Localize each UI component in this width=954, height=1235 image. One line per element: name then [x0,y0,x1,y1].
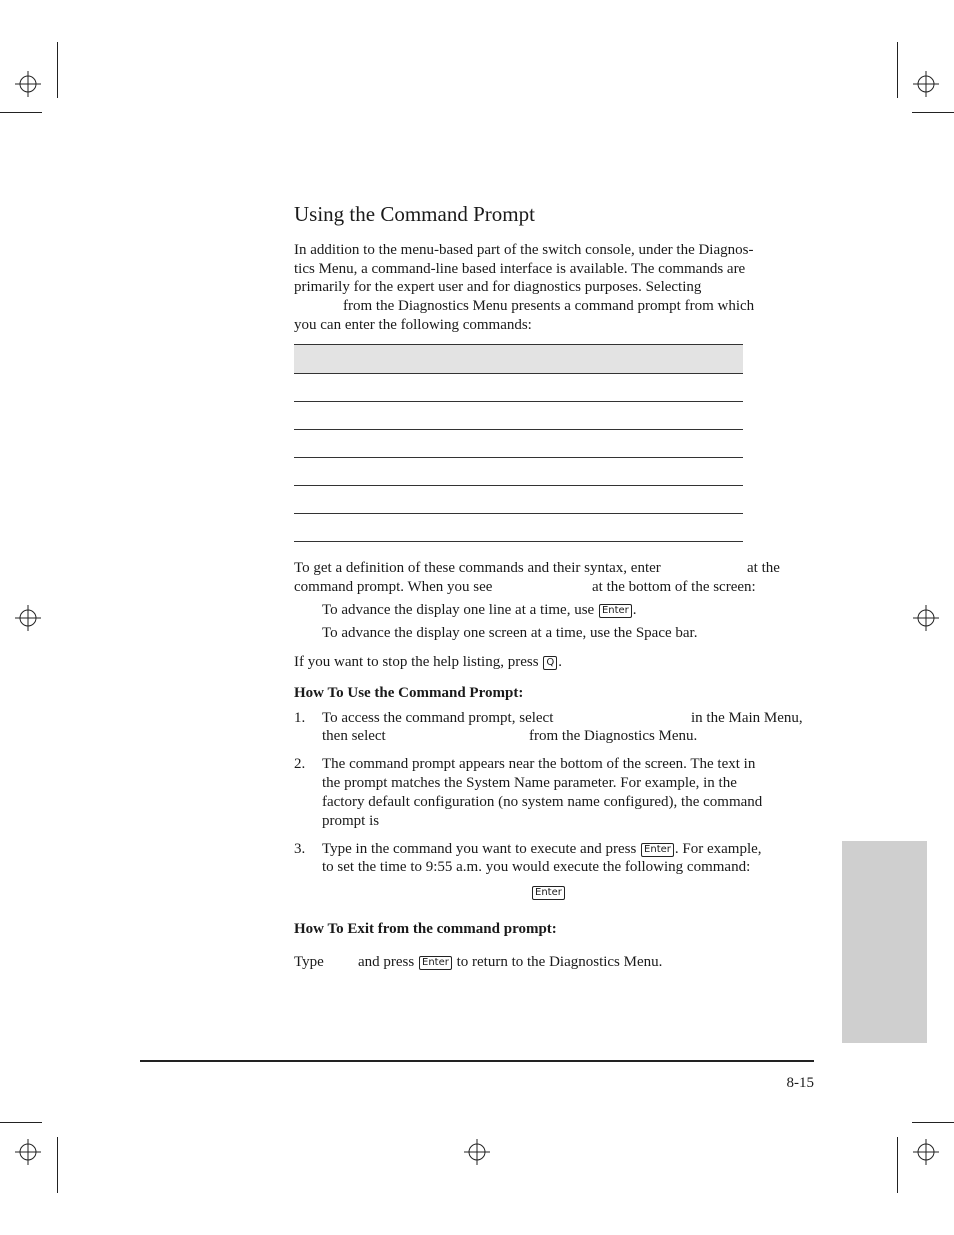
crop-mark [897,1137,898,1193]
registration-mark-icon [913,71,939,97]
step-text-part: Type in the command you want to execute and press [322,841,637,857]
howto-use-heading: How To Use the Command Prompt: [294,685,524,701]
command-example [531,883,566,902]
crop-mark [0,1122,42,1123]
help-text: at the bottom of the screen: [592,579,756,595]
exit-text [358,953,662,972]
chapter-tab [842,841,927,1043]
table-rule [294,344,743,345]
page-number: 8-15 [786,1075,814,1091]
intro-line: you can enter the following commands: [294,317,532,333]
step-text: then select [322,728,386,744]
q-key-icon: Q [543,656,557,670]
intro-line: from the Diagnostics Menu presents a command prompt from which [343,298,755,314]
table-rule [294,541,743,542]
help-text: command prompt. When you see [294,579,493,595]
help-text: at the [747,560,780,576]
table-header-row [294,345,743,373]
table-rule [294,373,743,374]
step-text: to set the time to 9:55 a.m. you would execute the following command: [322,859,751,875]
registration-mark-icon [913,1139,939,1165]
crop-mark [897,42,898,98]
registration-mark-icon [15,1139,41,1165]
step-text: The command prompt appears near the bottom of the screen. The text in [322,756,756,772]
exit-text-part: and press [358,954,415,970]
help-text: To get a definition of these commands and their syntax, enter [294,560,661,576]
section-title: Using the Command Prompt [294,202,535,226]
enter-key-icon: Enter [641,843,674,857]
bullet-item: To advance the display one screen at a time, use the Space bar. [322,625,698,641]
step-number: 3. [294,841,306,857]
bullet-text: To advance the display one line at a time, use [322,602,595,618]
registration-mark-icon [15,71,41,97]
step-text: the prompt matches the System Name parameter. For example, in the [322,775,737,791]
stop-text-label: If you want to stop the help listing, press [294,654,539,670]
crop-mark [912,1122,954,1123]
exit-text: Type [294,954,324,970]
bullet-item: To advance the display one line at a time, use Enter . [322,602,637,618]
howto-exit-heading: How To Exit from the command prompt: [294,921,557,937]
step-text: To access the command prompt, select [322,710,554,726]
intro-line: tics Menu, a command-line based interface is available. The commands are [294,261,746,277]
step-text [322,840,762,859]
table-rule [294,457,743,458]
step-text-part: . For example, [674,841,762,857]
stop-text: If you want to stop the help listing, press Q . [294,654,562,670]
crop-mark [57,42,58,98]
registration-mark-icon [464,1139,490,1165]
enter-key-icon: Enter [419,956,452,970]
table-rule [294,429,743,430]
registration-mark-icon [15,605,41,631]
step-text: prompt is [322,813,380,829]
step-number: 2. [294,756,306,772]
enter-key-icon: Enter [532,886,565,900]
crop-mark [0,112,42,113]
crop-mark [57,1137,58,1193]
table-rule [294,485,743,486]
table-rule [294,513,743,514]
step-text: factory default configuration (no system name configured), the command [322,794,763,810]
step-text: in the Main Menu, [691,710,803,726]
footer-rule [140,1060,814,1062]
registration-mark-icon [913,605,939,631]
table-rule [294,401,743,402]
step-text: from the Diagnostics Menu. [529,728,698,744]
crop-mark [912,112,954,113]
exit-text-part: to return to the Diagnostics Menu. [456,954,663,970]
enter-key-icon: Enter [599,604,632,618]
intro-line: In addition to the menu-based part of the switch console, under the Diagnos- [294,242,754,258]
step-number: 1. [294,710,306,726]
intro-line: primarily for the expert user and for diagnostics purposes. Selecting [294,279,702,295]
